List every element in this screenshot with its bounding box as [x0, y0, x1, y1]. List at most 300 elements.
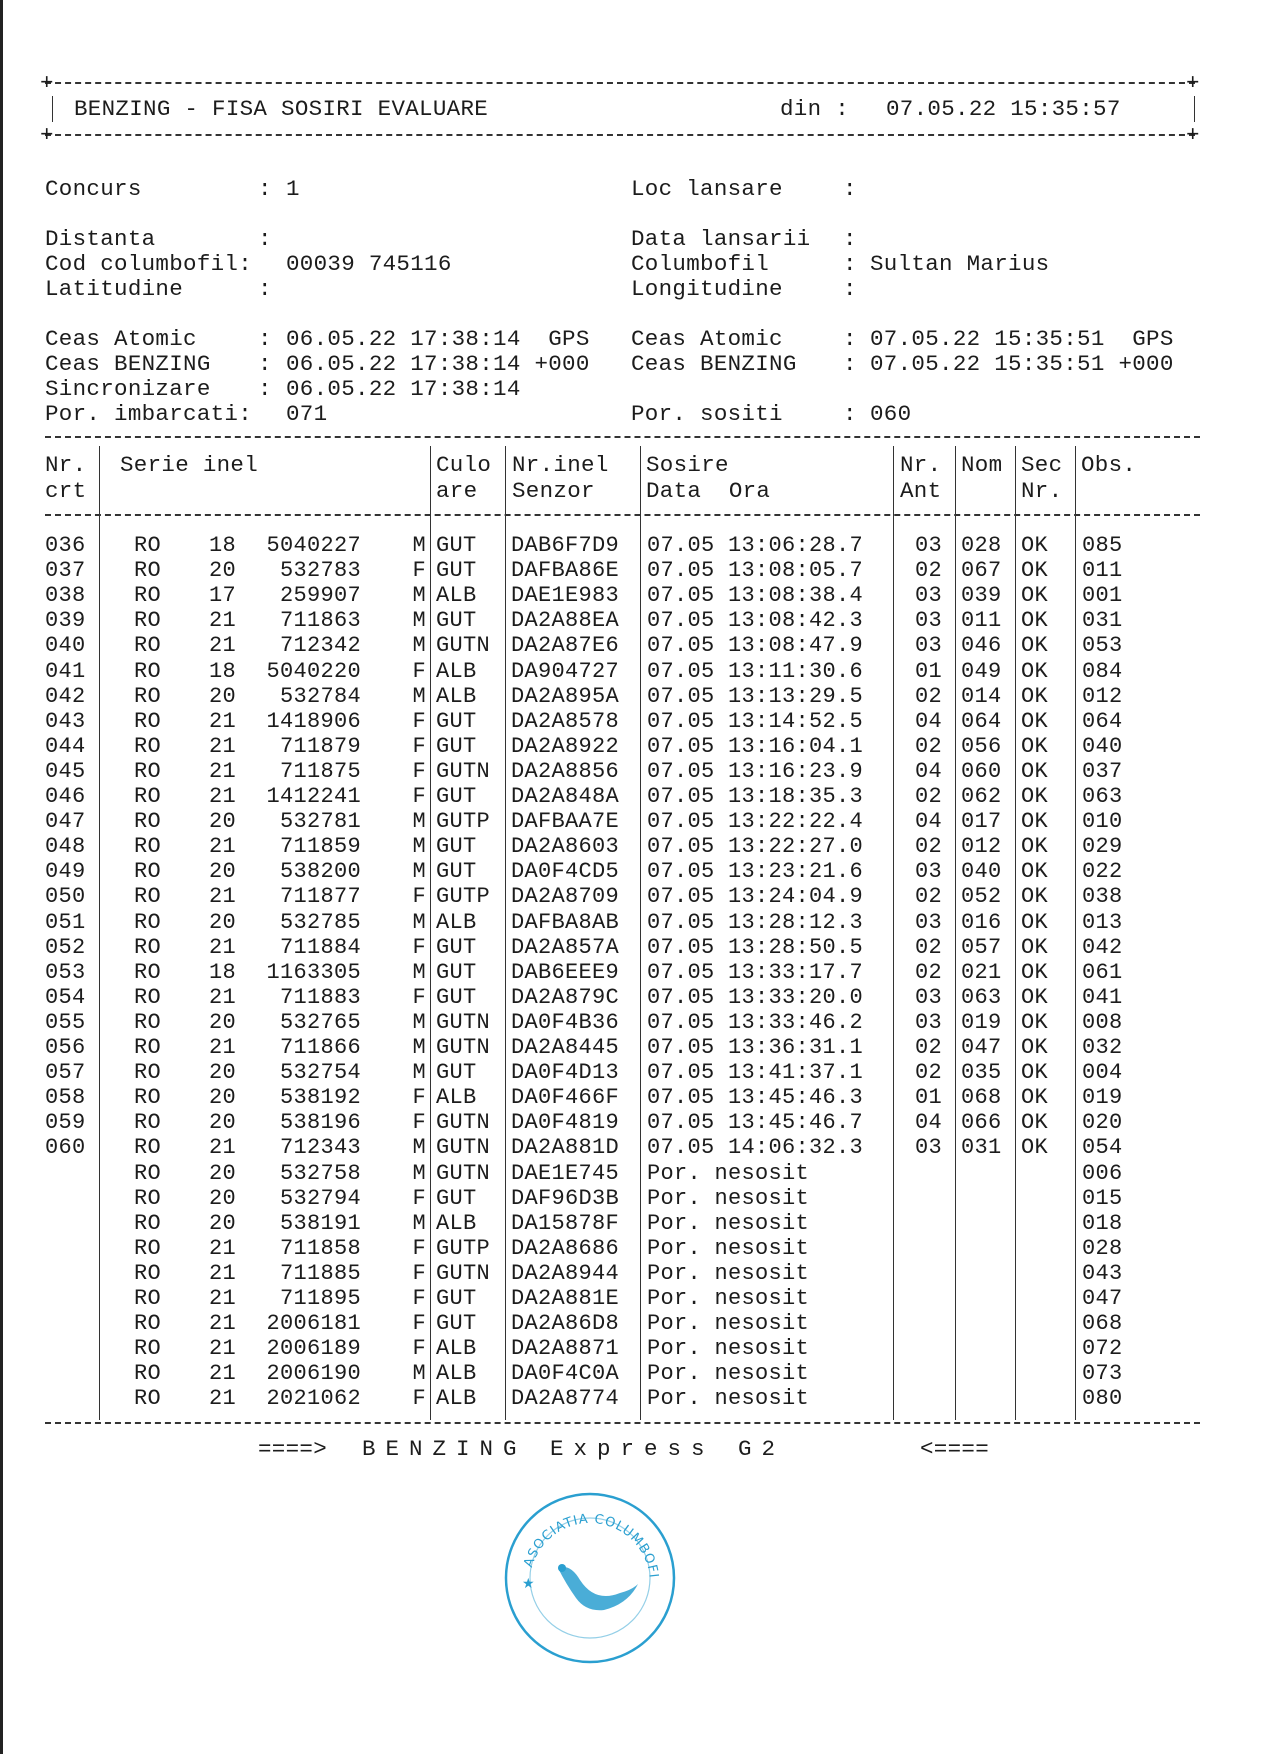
cell-ant: 03	[915, 859, 943, 885]
cell-sec: OK	[1021, 1135, 1049, 1161]
cell-inel: 532785	[279, 909, 361, 935]
col-divider	[1075, 446, 1076, 1420]
cell-sosire: 07.05 13:22:27.0	[647, 834, 864, 860]
header-plus: +	[40, 122, 54, 148]
cell-obs: 061	[1082, 959, 1123, 985]
col-header-nr: Nr.	[45, 452, 87, 478]
cell-tara: RO	[134, 984, 162, 1010]
cell-nr: 059	[45, 1110, 86, 1136]
cell-culoare: ALB	[436, 1085, 477, 1111]
report-date-label: din :	[780, 96, 850, 122]
cell-senzor: DA15878F	[511, 1210, 620, 1236]
cell-tara: RO	[134, 683, 162, 709]
cell-ant: 03	[915, 633, 943, 659]
cell-inel: 1418906	[266, 708, 361, 734]
cell-nr: 042	[45, 683, 86, 709]
cell-sex: F	[412, 1110, 426, 1136]
cell-obs: 038	[1082, 884, 1123, 910]
cell-senzor: DA2A881E	[511, 1286, 620, 1311]
cell-obs: 068	[1082, 1311, 1123, 1337]
cell-an: 18	[209, 658, 237, 684]
cell-obs: 010	[1082, 809, 1123, 835]
cell-nr: 058	[45, 1085, 86, 1111]
cell-sec: OK	[1021, 583, 1049, 609]
cod-columbofil-value: 00039 745116	[286, 251, 452, 277]
cell-nom: 057	[961, 934, 1002, 960]
cell-senzor: DA2A8856	[511, 758, 620, 784]
cell-obs: 063	[1082, 784, 1123, 809]
cell-tara: RO	[134, 1235, 162, 1261]
data-lansarii-label: Data lansarii	[631, 226, 811, 252]
cell-sex: M	[412, 1135, 426, 1161]
cell-sec: OK	[1021, 1035, 1049, 1060]
ceas-atomic-start: 06.05.22 17:38:14 GPS	[286, 326, 590, 352]
distanta-label: Distanta	[45, 226, 156, 252]
imbarcati-label: Por. imbarcati:	[45, 401, 253, 427]
columbofil-label: Columbofil	[631, 251, 770, 277]
cell-tara: RO	[134, 1185, 162, 1211]
association-stamp	[500, 1488, 680, 1668]
cell-nr: 044	[45, 733, 86, 759]
cell-senzor: DA0F4C0A	[511, 1361, 620, 1387]
cell-nr: 046	[45, 784, 86, 809]
col-header-ant-2: Ant	[900, 478, 942, 504]
colon: :	[258, 326, 272, 352]
cell-senzor: DA2A8445	[511, 1035, 620, 1060]
cell-senzor: DA0F4CD5	[511, 859, 620, 885]
cell-nr: 049	[45, 859, 86, 885]
cell-obs: 041	[1082, 984, 1123, 1010]
cell-sex: F	[412, 733, 426, 759]
cell-inel: 532784	[279, 683, 361, 709]
cell-culoare: GUTN	[436, 1110, 491, 1136]
cell-sec: OK	[1021, 1110, 1049, 1136]
svg-text:★: ★	[522, 1576, 535, 1592]
cell-sex: M	[412, 1160, 426, 1186]
cell-culoare: ALB	[436, 1210, 477, 1236]
cell-nr: 050	[45, 884, 86, 910]
cell-senzor: DAB6EEE9	[511, 959, 620, 985]
cell-sex: F	[412, 558, 426, 584]
cell-sec: OK	[1021, 608, 1049, 634]
header-bottom-border	[45, 134, 1195, 136]
cell-sosire: 07.05 13:36:31.1	[647, 1035, 864, 1060]
cell-inel: 711879	[279, 733, 361, 759]
cell-sec: OK	[1021, 984, 1049, 1010]
colon: :	[258, 276, 272, 302]
col-header-culoare-2: are	[436, 478, 478, 504]
cell-inel: 538200	[279, 859, 361, 885]
col-header-sec: Sec	[1021, 452, 1063, 478]
cell-nom: 063	[961, 984, 1002, 1010]
cell-sec: OK	[1021, 809, 1049, 835]
cell-obs: 001	[1082, 583, 1123, 609]
cell-nom: 019	[961, 1009, 1002, 1035]
cell-inel: 711883	[279, 984, 361, 1010]
header-left-border	[52, 96, 53, 122]
cell-nom: 046	[961, 633, 1002, 659]
cell-inel: 5040220	[266, 658, 361, 684]
cell-an: 17	[209, 583, 237, 609]
cell-tara: RO	[134, 1361, 162, 1387]
cell-an: 20	[209, 1210, 237, 1236]
cell-nom: 064	[961, 708, 1002, 734]
col-divider	[99, 446, 100, 1420]
cell-ant: 03	[915, 583, 943, 609]
columbofil-value: Sultan Marius	[870, 251, 1050, 277]
ceas-benzing-start: 06.05.22 17:38:14 +000	[286, 351, 590, 377]
cell-inel: 532758	[279, 1160, 361, 1186]
cell-sec: OK	[1021, 733, 1049, 759]
cell-ant: 02	[915, 733, 943, 759]
cell-culoare: GUTN	[436, 1135, 491, 1161]
cell-senzor: DA2A8578	[511, 708, 620, 734]
colon: :	[843, 326, 857, 352]
cell-culoare: GUTP	[436, 1235, 491, 1261]
cell-tara: RO	[134, 834, 162, 860]
cell-culoare: ALB	[436, 583, 477, 609]
table-top-border	[45, 436, 1200, 438]
cell-ant: 03	[915, 1009, 943, 1035]
cell-sex: M	[412, 683, 426, 709]
cell-nr: 045	[45, 758, 86, 784]
cell-nr: 047	[45, 809, 86, 835]
cell-inel: 711859	[279, 834, 361, 860]
cell-senzor: DA904727	[511, 658, 620, 684]
cell-nom: 060	[961, 758, 1002, 784]
cell-culoare: ALB	[436, 909, 477, 935]
cell-an: 20	[209, 1185, 237, 1211]
cell-senzor: DAFBA86E	[511, 558, 620, 584]
cell-culoare: GUTN	[436, 1009, 491, 1035]
cell-tara: RO	[134, 884, 162, 910]
cell-nr: 055	[45, 1009, 86, 1035]
cell-sex: F	[412, 708, 426, 734]
cell-sosire: Por. nesosit	[647, 1160, 810, 1186]
imbarcati-value: 071	[286, 401, 328, 427]
colon: :	[843, 251, 857, 277]
cell-an: 21	[209, 758, 237, 784]
cell-sex: M	[412, 1035, 426, 1060]
cell-tara: RO	[134, 1336, 162, 1362]
cell-sosire: 07.05 13:08:42.3	[647, 608, 864, 634]
footer-title: BENZING Express G2	[362, 1436, 786, 1462]
ceas-benzing-label: Ceas BENZING	[45, 351, 211, 377]
cell-obs: 022	[1082, 859, 1123, 885]
cell-sex: M	[412, 533, 426, 558]
cell-tara: RO	[134, 1386, 162, 1412]
cell-an: 20	[209, 909, 237, 935]
cell-sex: F	[412, 1235, 426, 1261]
cell-ant: 01	[915, 1085, 943, 1111]
cell-an: 20	[209, 1110, 237, 1136]
cell-ant: 02	[915, 934, 943, 960]
cell-obs: 018	[1082, 1210, 1123, 1236]
cell-tara: RO	[134, 1135, 162, 1161]
cell-nom: 062	[961, 784, 1002, 809]
cell-ant: 04	[915, 708, 943, 734]
cell-an: 21	[209, 1260, 237, 1286]
cell-an: 21	[209, 1135, 237, 1161]
cell-an: 21	[209, 984, 237, 1010]
cell-obs: 008	[1082, 1009, 1123, 1035]
cell-senzor: DA2A857A	[511, 934, 620, 960]
table-header-divider	[45, 514, 1200, 516]
stamp-seal-icon	[500, 1488, 680, 1668]
cell-culoare: GUT	[436, 533, 477, 558]
cell-sosire: 07.05 13:08:47.9	[647, 633, 864, 659]
cell-inel: 2006181	[266, 1311, 361, 1337]
cell-nr: 038	[45, 583, 86, 609]
cell-culoare: ALB	[436, 658, 477, 684]
cell-obs: 004	[1082, 1060, 1123, 1086]
cell-sec: OK	[1021, 658, 1049, 684]
cell-nom: 014	[961, 683, 1002, 709]
cell-ant: 02	[915, 884, 943, 910]
cell-culoare: GUT	[436, 784, 477, 809]
cell-tara: RO	[134, 708, 162, 734]
cell-senzor: DAB6F7D9	[511, 533, 620, 558]
cell-inel: 532783	[279, 558, 361, 584]
cell-culoare: GUT	[436, 708, 477, 734]
cell-obs: 054	[1082, 1135, 1123, 1161]
cell-sosire: Por. nesosit	[647, 1210, 810, 1236]
sincronizare-value: 06.05.22 17:38:14	[286, 376, 521, 402]
cell-nom: 028	[961, 533, 1002, 558]
cell-inel: 711875	[279, 758, 361, 784]
cell-sex: F	[412, 1386, 426, 1412]
report-date-value: 07.05.22 15:35:57	[886, 96, 1121, 122]
cell-culoare: GUTN	[436, 758, 491, 784]
cell-nom: 066	[961, 1110, 1002, 1136]
cell-inel: 259907	[279, 583, 361, 609]
cell-sosire: 07.05 13:41:37.1	[647, 1060, 864, 1086]
svg-text:ASOCIATIA COLUMBOFILA: ASOCIATIA COLUMBOFI	[521, 1511, 661, 1580]
cell-obs: 031	[1082, 608, 1123, 634]
cell-ant: 04	[915, 809, 943, 835]
col-header-sec-2: Nr.	[1021, 478, 1063, 504]
cell-nom: 011	[961, 608, 1002, 634]
cell-sex: M	[412, 859, 426, 885]
cell-sosire: Por. nesosit	[647, 1386, 810, 1412]
cell-inel: 711866	[279, 1035, 361, 1060]
cell-nom: 031	[961, 1135, 1002, 1161]
cell-sosire: 07.05 13:16:04.1	[647, 733, 864, 759]
loc-lansare-label: Loc lansare	[631, 176, 783, 202]
cell-an: 20	[209, 558, 237, 584]
cell-obs: 012	[1082, 683, 1123, 709]
cell-sex: F	[412, 884, 426, 910]
cell-tara: RO	[134, 1110, 162, 1136]
cell-inel: 532781	[279, 809, 361, 835]
header-top-border	[45, 82, 1195, 84]
cell-nom: 017	[961, 809, 1002, 835]
cell-sec: OK	[1021, 558, 1049, 584]
cell-culoare: GUT	[436, 1185, 477, 1211]
cell-tara: RO	[134, 608, 162, 634]
cell-inel: 711884	[279, 934, 361, 960]
cell-obs: 029	[1082, 834, 1123, 860]
cell-sosire: 07.05 13:16:23.9	[647, 758, 864, 784]
cell-senzor: DA0F4B36	[511, 1009, 620, 1035]
cell-an: 21	[209, 733, 237, 759]
cell-nom: 056	[961, 733, 1002, 759]
cell-obs: 047	[1082, 1286, 1123, 1311]
cell-sosire: 07.05 13:08:38.4	[647, 583, 864, 609]
cell-sec: OK	[1021, 934, 1049, 960]
cell-sex: M	[412, 809, 426, 835]
cell-culoare: GUT	[436, 984, 477, 1010]
col-header-senzor: Senzor	[512, 478, 595, 504]
cell-inel: 711895	[279, 1286, 361, 1311]
cell-sosire: 07.05 13:13:29.5	[647, 683, 864, 709]
cell-culoare: ALB	[436, 1386, 477, 1412]
cell-tara: RO	[134, 1210, 162, 1236]
cell-sec: OK	[1021, 884, 1049, 910]
cell-tara: RO	[134, 784, 162, 809]
colon: :	[258, 376, 272, 402]
cell-sosire: 07.05 13:22:22.4	[647, 809, 864, 835]
cell-obs: 013	[1082, 909, 1123, 935]
cell-ant: 01	[915, 658, 943, 684]
cell-obs: 073	[1082, 1361, 1123, 1387]
cell-an: 21	[209, 1336, 237, 1362]
col-header-ant: Nr.	[900, 452, 942, 478]
cell-inel: 1412241	[266, 784, 361, 809]
col-header-nr-inel: Nr.inel	[512, 452, 609, 478]
cell-culoare: GUT	[436, 558, 477, 584]
cell-ant: 02	[915, 784, 943, 809]
cell-ant: 02	[915, 683, 943, 709]
cell-an: 21	[209, 1035, 237, 1060]
cell-nom: 049	[961, 658, 1002, 684]
cell-an: 21	[209, 1235, 237, 1261]
cell-sosire: 07.05 13:06:28.7	[647, 533, 864, 558]
cell-sex: M	[412, 1210, 426, 1236]
cell-an: 21	[209, 1361, 237, 1387]
colon: :	[843, 351, 857, 377]
cell-senzor: DA2A879C	[511, 984, 620, 1010]
cell-sosire: 07.05 13:45:46.7	[647, 1110, 864, 1136]
cell-tara: RO	[134, 1260, 162, 1286]
cell-nom: 068	[961, 1085, 1002, 1111]
cell-inel: 532794	[279, 1185, 361, 1211]
cell-culoare: GUT	[436, 959, 477, 985]
cell-sec: OK	[1021, 909, 1049, 935]
cell-senzor: DA2A8709	[511, 884, 620, 910]
cell-obs: 006	[1082, 1160, 1123, 1186]
cell-senzor: DA2A8774	[511, 1386, 620, 1412]
cell-tara: RO	[134, 1009, 162, 1035]
col-header-obs: Obs.	[1081, 452, 1137, 478]
cell-an: 21	[209, 934, 237, 960]
cell-an: 21	[209, 708, 237, 734]
cell-nr: 036	[45, 533, 86, 558]
cell-sosire: Por. nesosit	[647, 1185, 810, 1211]
cell-senzor: DA2A8871	[511, 1336, 620, 1362]
cell-senzor: DA2A88EA	[511, 608, 620, 634]
cell-culoare: GUTN	[436, 633, 491, 659]
cell-obs: 040	[1082, 733, 1123, 759]
cell-an: 21	[209, 1311, 237, 1337]
cell-obs: 011	[1082, 558, 1123, 584]
cell-ant: 02	[915, 1060, 943, 1086]
cell-ant: 02	[915, 1035, 943, 1060]
cell-nr: 054	[45, 984, 86, 1010]
cell-nom: 040	[961, 859, 1002, 885]
cell-nom: 052	[961, 884, 1002, 910]
cell-tara: RO	[134, 1160, 162, 1186]
cell-tara: RO	[134, 583, 162, 609]
cell-obs: 042	[1082, 934, 1123, 960]
cell-culoare: GUTN	[436, 1260, 491, 1286]
cell-an: 20	[209, 859, 237, 885]
cell-an: 20	[209, 683, 237, 709]
cell-culoare: GUT	[436, 1286, 477, 1311]
cell-nr: 037	[45, 558, 86, 584]
cell-nr: 041	[45, 658, 86, 684]
cell-senzor: DA2A8922	[511, 733, 620, 759]
cell-culoare: GUT	[436, 608, 477, 634]
col-header-sosire: Sosire	[646, 452, 729, 478]
cell-nr: 051	[45, 909, 86, 935]
cell-senzor: DA2A86D8	[511, 1311, 620, 1337]
cell-obs: 072	[1082, 1336, 1123, 1362]
cell-obs: 053	[1082, 633, 1123, 659]
cell-sex: F	[412, 1311, 426, 1337]
cell-ant: 02	[915, 558, 943, 584]
colon: :	[258, 351, 272, 377]
cell-senzor: DAE1E745	[511, 1160, 620, 1186]
cell-tara: RO	[134, 1286, 162, 1311]
cell-tara: RO	[134, 733, 162, 759]
cell-sex: F	[412, 984, 426, 1010]
cell-inel: 2006189	[266, 1336, 361, 1362]
cell-sosire: 07.05 13:33:46.2	[647, 1009, 864, 1035]
cell-sex: M	[412, 959, 426, 985]
cell-senzor: DA2A895A	[511, 683, 620, 709]
cell-an: 20	[209, 1085, 237, 1111]
cell-tara: RO	[134, 1311, 162, 1337]
cell-an: 21	[209, 608, 237, 634]
table-bottom-border	[45, 1422, 1200, 1424]
cell-culoare: GUTP	[436, 884, 491, 910]
cell-nr: 048	[45, 834, 86, 860]
cell-sosire: Por. nesosit	[647, 1260, 810, 1286]
cell-tara: RO	[134, 859, 162, 885]
cell-ant: 03	[915, 608, 943, 634]
cell-sex: F	[412, 1286, 426, 1311]
ceas-atomic-label: Ceas Atomic	[631, 326, 783, 352]
cell-sex: M	[412, 834, 426, 860]
cell-inel: 711877	[279, 884, 361, 910]
cell-an: 21	[209, 1386, 237, 1412]
cell-an: 18	[209, 533, 237, 558]
cell-tara: RO	[134, 809, 162, 835]
cell-ant: 03	[915, 909, 943, 935]
cell-senzor: DA2A881D	[511, 1135, 620, 1161]
cell-sex: M	[412, 1060, 426, 1086]
cell-sosire: 07.05 13:45:46.3	[647, 1085, 864, 1111]
cell-sex: F	[412, 1185, 426, 1211]
cell-nom: 035	[961, 1060, 1002, 1086]
cell-senzor: DA0F466F	[511, 1085, 620, 1111]
concurs-value: 1	[286, 176, 300, 202]
col-divider	[1015, 446, 1016, 1420]
cell-sec: OK	[1021, 758, 1049, 784]
cell-sosire: Por. nesosit	[647, 1311, 810, 1337]
cell-sec: OK	[1021, 1060, 1049, 1086]
